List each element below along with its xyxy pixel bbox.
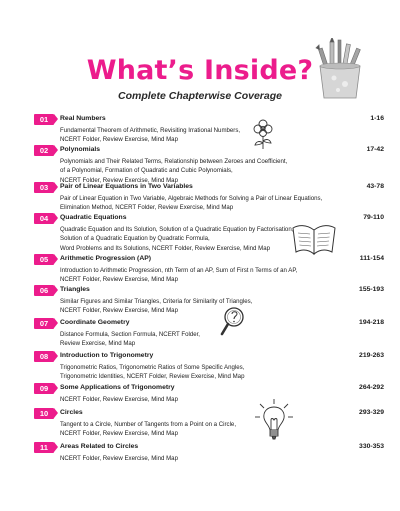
chapter-pages: 43-78	[366, 183, 384, 190]
chapter-title: Quadratic Equations	[60, 214, 127, 221]
page-subtitle: Complete Chapterwise Coverage	[118, 90, 282, 102]
chapter-title: Polynomials	[60, 146, 101, 153]
chapter-10[interactable]	[34, 408, 384, 439]
chapter-topics: Pair of Linear Equation in Two Variable, Algebraic Methods for Solving a Pair of Linear Equations,	[60, 195, 323, 202]
chapter-number-badge: 01	[34, 114, 54, 125]
chapter-topics: Distance Formula, Section Formula, NCERT Folder,	[60, 331, 200, 338]
chapter-pages: 330-353	[359, 443, 384, 450]
chapter-title: Some Applications of Trigonometry	[60, 384, 175, 391]
chapter-topics: NCERT Folder, Review Exercise, Mind Map	[60, 455, 178, 462]
chapter-number-badge: 05	[34, 254, 54, 265]
chapter-pages: 219-263	[359, 352, 384, 359]
chapter-number-badge: 04	[34, 213, 54, 224]
chapter-pages: 1-16	[370, 115, 384, 122]
pencil-cup-icon	[312, 38, 368, 100]
chapter-pages: 17-42	[366, 146, 384, 153]
chapter-number-badge: 03	[34, 182, 54, 193]
chapter-topics: NCERT Folder, Review Exercise, Mind Map	[60, 307, 178, 315]
chapter-number-badge: 11	[34, 442, 54, 453]
chapter-topics: NCERT Folder, Review Exercise, Mind Map	[60, 396, 178, 403]
chapter-04[interactable]	[34, 213, 384, 253]
chapter-08[interactable]	[34, 351, 384, 382]
chapter-pages: 79-110	[363, 214, 384, 221]
chapter-topics: Polynomials and Their Related Terms, Relationship between Zeroes and Coefficient,	[60, 158, 288, 165]
chapter-title: Real Numbers	[60, 115, 106, 122]
page-title: What’s Inside?	[86, 55, 314, 86]
chapter-title: Coordinate Geometry	[60, 319, 130, 326]
chapter-topics: Similar Figures and Similar Triangles, Criteria for Similarity of Triangles,	[60, 298, 253, 305]
chapter-topics: Introduction to Arithmetic Progression, nth Term of an AP, Sum of First n Terms of an AP,	[60, 267, 298, 274]
chapter-title: Triangles	[60, 286, 90, 293]
chapter-02[interactable]	[34, 145, 384, 185]
chapter-topics: of a Polynomial, Formation of Quadratic and Cubic Polynomials,	[60, 167, 233, 175]
chapter-07[interactable]	[34, 318, 384, 349]
chapter-01[interactable]	[34, 114, 384, 145]
chapter-title: Circles	[60, 409, 83, 416]
chapter-topics: NCERT Folder, Review Exercise, Mind Map	[60, 176, 178, 184]
chapter-05[interactable]	[34, 254, 384, 285]
chapter-number-badge: 07	[34, 318, 54, 329]
chapter-title: Pair of Linear Equations in Two Variables	[60, 183, 193, 190]
chapter-pages: 264-292	[359, 384, 384, 391]
chapter-topics: Trigonometric Ratios, Trigonometric Ratios of Some Specific Angles,	[60, 364, 245, 371]
chapter-number-badge: 08	[34, 351, 54, 362]
chapter-09[interactable]	[34, 383, 384, 404]
chapter-topics: Elimination Method, NCERT Folder, Review Exercise, Mind Map	[60, 204, 234, 212]
chapter-topics: Solution of a Quadratic Equation by Quadratic Formula,	[60, 235, 210, 243]
chapter-topics: Fundamental Theorem of Arithmetic, Revisiting Irrational Numbers,	[60, 127, 241, 134]
chapter-topics: Word Problems and Its Solutions, NCERT Folder, Review Exercise, Mind Map	[60, 244, 270, 252]
chapter-number-badge: 09	[34, 383, 54, 394]
chapter-topics: Tangent to a Circle, Number of Tangents from a Point on a Circle,	[60, 421, 237, 428]
chapter-pages: 155-193	[359, 286, 384, 293]
chapter-pages: 293-329	[359, 409, 384, 416]
chapter-topics: Trigonometric Identities, NCERT Folder, Review Exercise, Mind Map	[60, 373, 245, 381]
chapter-11[interactable]	[34, 442, 384, 463]
chapter-topics: NCERT Folder, Review Exercise, Mind Map	[60, 276, 178, 284]
chapter-pages: 194-218	[359, 319, 384, 326]
chapter-topics: NCERT Folder, Review Exercise, Mind Map	[60, 430, 178, 438]
chapter-topics: Review Exercise, Mind Map	[60, 340, 136, 348]
chapter-title: Areas Related to Circles	[60, 443, 139, 450]
chapter-title: Introduction to Trigonometry	[60, 352, 154, 359]
chapter-number-badge: 02	[34, 145, 54, 156]
chapter-topics: Quadratic Equation and Its Solution, Solution of a Quadratic Equation by Factorisation,	[60, 226, 294, 233]
chapter-03[interactable]	[34, 182, 384, 213]
chapter-title: Arithmetic Progression (AP)	[60, 255, 152, 262]
chapter-number-badge: 06	[34, 285, 54, 296]
chapter-06[interactable]	[34, 285, 384, 316]
chapter-pages: 111-154	[359, 255, 384, 262]
chapter-number-badge: 10	[34, 408, 54, 419]
chapter-topics: NCERT Folder, Review Exercise, Mind Map	[60, 136, 178, 144]
